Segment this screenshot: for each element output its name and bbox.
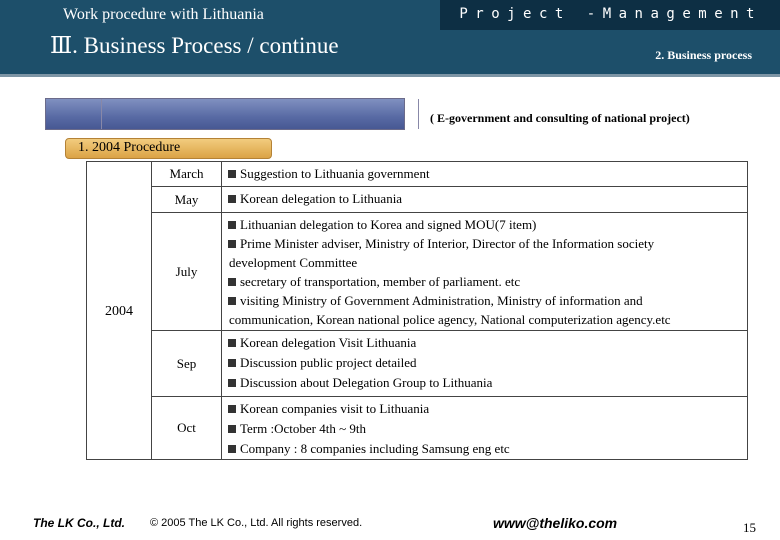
year-cell bbox=[87, 162, 152, 459]
header-tag: Project -Management bbox=[459, 6, 762, 22]
list-item: Discussion public project detailed bbox=[228, 353, 747, 373]
section-bar-panel bbox=[101, 99, 419, 129]
square-bullet-icon bbox=[228, 170, 236, 178]
year-label: 2004 bbox=[105, 304, 133, 319]
list-item-continued: development Committee bbox=[229, 255, 358, 270]
list-item: Term :October 4th ~ 9th bbox=[228, 419, 747, 439]
footer-website-link[interactable]: www@theliko.com bbox=[493, 515, 618, 531]
procedure-label: 1. 2004 Procedure bbox=[78, 140, 181, 155]
content-cell bbox=[222, 162, 747, 186]
list-item: secretary of transportation, member of parliament. etc bbox=[228, 272, 747, 291]
square-bullet-icon bbox=[228, 445, 236, 453]
page-title: Ⅲ. Business Process / continue bbox=[50, 33, 339, 58]
header-divider bbox=[0, 74, 780, 77]
month-cell: Oct bbox=[152, 397, 222, 459]
footer-company: The LK Co., Ltd. bbox=[33, 516, 125, 530]
square-bullet-icon bbox=[228, 379, 236, 387]
list-item: Company : 8 companies including Samsung eng etc bbox=[228, 439, 747, 459]
list-item: visiting Ministry of Government Administration, Ministry of information and bbox=[228, 291, 747, 310]
list-item: Korean delegation Visit Lithuania bbox=[228, 333, 747, 353]
content-cell bbox=[222, 187, 747, 212]
section-note: ( E-government and consulting of national project) bbox=[430, 111, 690, 125]
content-cell bbox=[222, 331, 747, 396]
month-cell: May bbox=[152, 187, 222, 212]
month-cell: July bbox=[152, 213, 222, 330]
list-item: Prime Minister adviser, Ministry of Interior, Director of the Information society bbox=[228, 234, 747, 253]
square-bullet-icon bbox=[228, 425, 236, 433]
footer-copyright: © 2005 The LK Co., Ltd. All rights reserved. bbox=[150, 517, 363, 529]
table-row-july bbox=[152, 212, 747, 330]
list-item: Lithuanian delegation to Korea and signed MOU(7 item) bbox=[228, 215, 747, 234]
square-bullet-icon bbox=[228, 339, 236, 347]
square-bullet-icon bbox=[228, 221, 236, 229]
month-cell: Sep bbox=[152, 331, 222, 396]
procedure-table bbox=[86, 161, 748, 460]
square-bullet-icon bbox=[228, 359, 236, 367]
square-bullet-icon bbox=[228, 405, 236, 413]
page-number: 15 bbox=[743, 520, 756, 535]
header-tag-bar bbox=[440, 0, 780, 30]
list-item: Korean companies visit to Lithuania bbox=[228, 399, 747, 419]
table-row-oct bbox=[152, 396, 747, 459]
procedure-label-pill bbox=[65, 138, 272, 159]
square-bullet-icon bbox=[228, 297, 236, 305]
content-cell bbox=[222, 397, 747, 459]
square-bullet-icon bbox=[228, 195, 236, 203]
list-item: Korean delegation to Lithuania bbox=[228, 189, 747, 209]
content-cell bbox=[222, 213, 747, 330]
square-bullet-icon bbox=[228, 240, 236, 248]
page-subtitle: 2. Business process bbox=[655, 48, 752, 62]
table-row-may bbox=[152, 186, 747, 212]
list-item-continued: communication, Korean national police agency, National computerization agency.etc bbox=[229, 312, 671, 327]
table-row-march bbox=[152, 162, 747, 186]
list-item: Suggestion to Lithuania government bbox=[228, 164, 747, 184]
month-cell: March bbox=[152, 162, 222, 186]
table-row-sep bbox=[152, 330, 747, 396]
section-title: Work procedure with Lithuania bbox=[63, 6, 264, 23]
section-bar bbox=[45, 98, 405, 130]
list-item: Discussion about Delegation Group to Lithuania bbox=[228, 373, 747, 393]
square-bullet-icon bbox=[228, 278, 236, 286]
